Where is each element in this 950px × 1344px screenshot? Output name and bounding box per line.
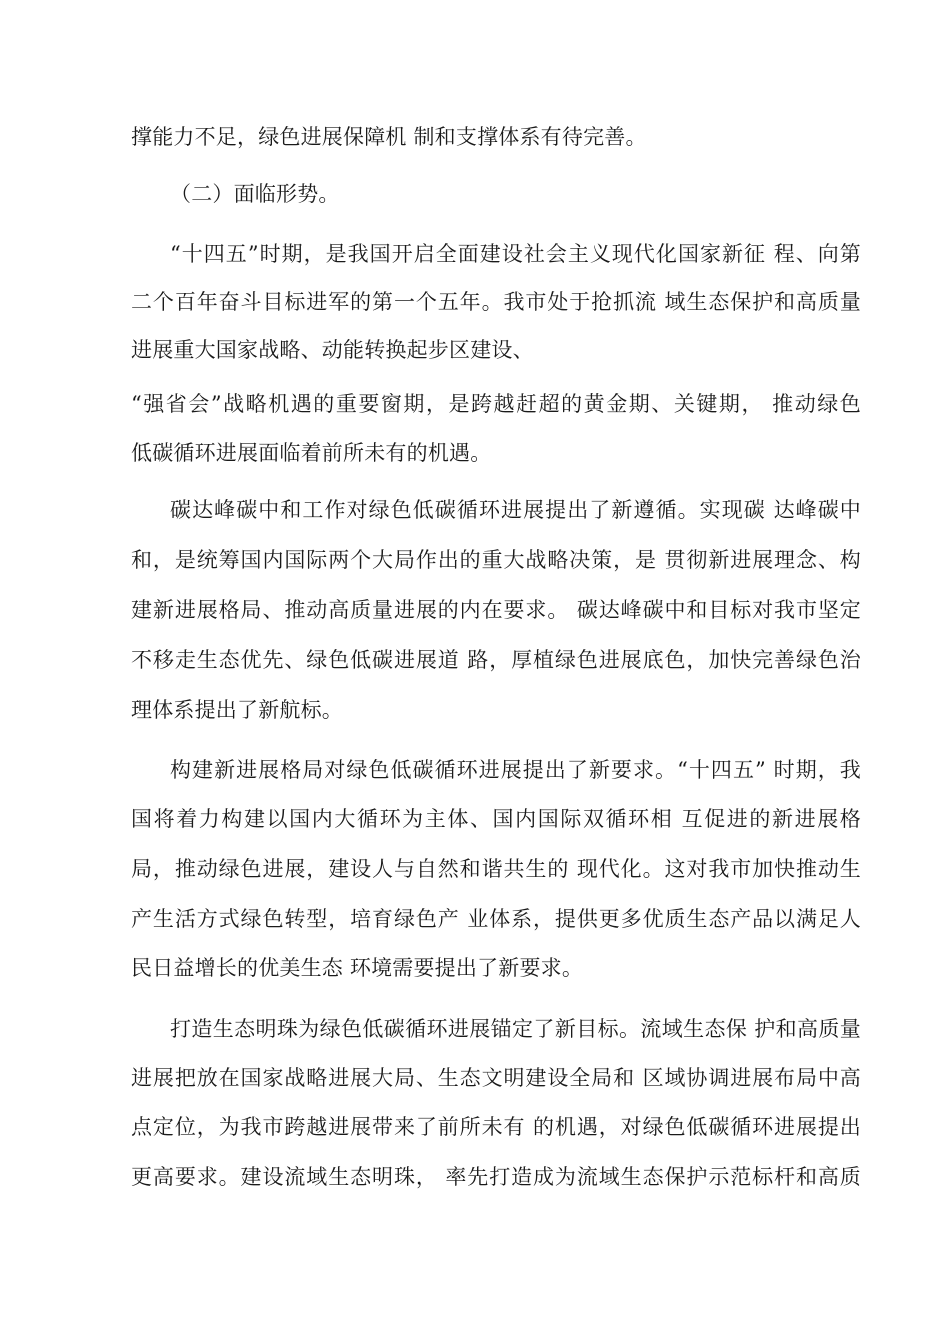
text-line-6: “强省会”战略机遇的重要窗期，是跨越赶超的黄金期、关键期， 推动绿色 <box>131 392 861 416</box>
text-line-20: 点定位，为我市跨越进展带来了前所未有 的机遇，对绿色低碳循环进展提出 <box>131 1115 861 1139</box>
text-line-15: 局，推动绿色进展，建设人与自然和谐共生的 现代化。这对我市加快推动生 <box>131 857 861 881</box>
text-line-14: 国将着力构建以国内大循环为主体、国内国际双循环相 互促进的新进展格 <box>131 807 861 831</box>
text-line-18: 打造生态明珠为绿色低碳循环进展锚定了新目标。流域生态保 护和高质量 <box>170 1017 861 1041</box>
text-line-17: 民日益增长的优美生态 环境需要提出了新要求。 <box>131 956 584 980</box>
text-line-9: 和，是统筹国内国际两个大局作出的重大战略决策，是 贯彻新进展理念、构 <box>131 548 861 572</box>
text-line-11: 不移走生态优先、绿色低碳进展道 路，厚植绿色进展底色，加快完善绿色治 <box>131 648 861 672</box>
text-line-12: 理体系提出了新航标。 <box>131 698 343 722</box>
text-line-8: 碳达峰碳中和工作对绿色低碳循环进展提出了新遵循。实现碳 达峰碳中 <box>170 498 861 522</box>
text-line-4: 二个百年奋斗目标进军的第一个五年。我市处于抢抓流 域生态保护和高质量 <box>131 290 861 314</box>
text-line-21: 更高要求。建设流域生态明珠， 率先打造成为流域生态保护示范标杆和高质 <box>131 1165 861 1189</box>
text-line-5: 进展重大国家战略、动能转换起步区建设、 <box>131 338 534 362</box>
text-line-7: 低碳循环进展面临着前所未有的机遇。 <box>131 441 492 465</box>
text-line-19: 进展把放在国家战略进展大局、生态文明建设全局和 区域协调进展布局中高 <box>131 1066 861 1090</box>
text-line-1: 撑能力不足，绿色进展保障机 制和支撑体系有待完善。 <box>131 125 647 149</box>
section-heading: （二）面临形势。 <box>170 182 340 206</box>
text-line-10: 建新进展格局、推动高质量进展的内在要求。 碳达峰碳中和目标对我市坚定 <box>131 598 861 622</box>
text-line-16: 产生活方式绿色转型，培育绿色产 业体系，提供更多优质生态产品以满足人 <box>131 907 861 931</box>
text-line-13: 构建新进展格局对绿色低碳循环进展提出了新要求。“十四五” 时期，我 <box>170 758 861 782</box>
text-line-3: “十四五”时期，是我国开启全面建设社会主义现代化国家新征 程、向第 <box>170 242 861 266</box>
